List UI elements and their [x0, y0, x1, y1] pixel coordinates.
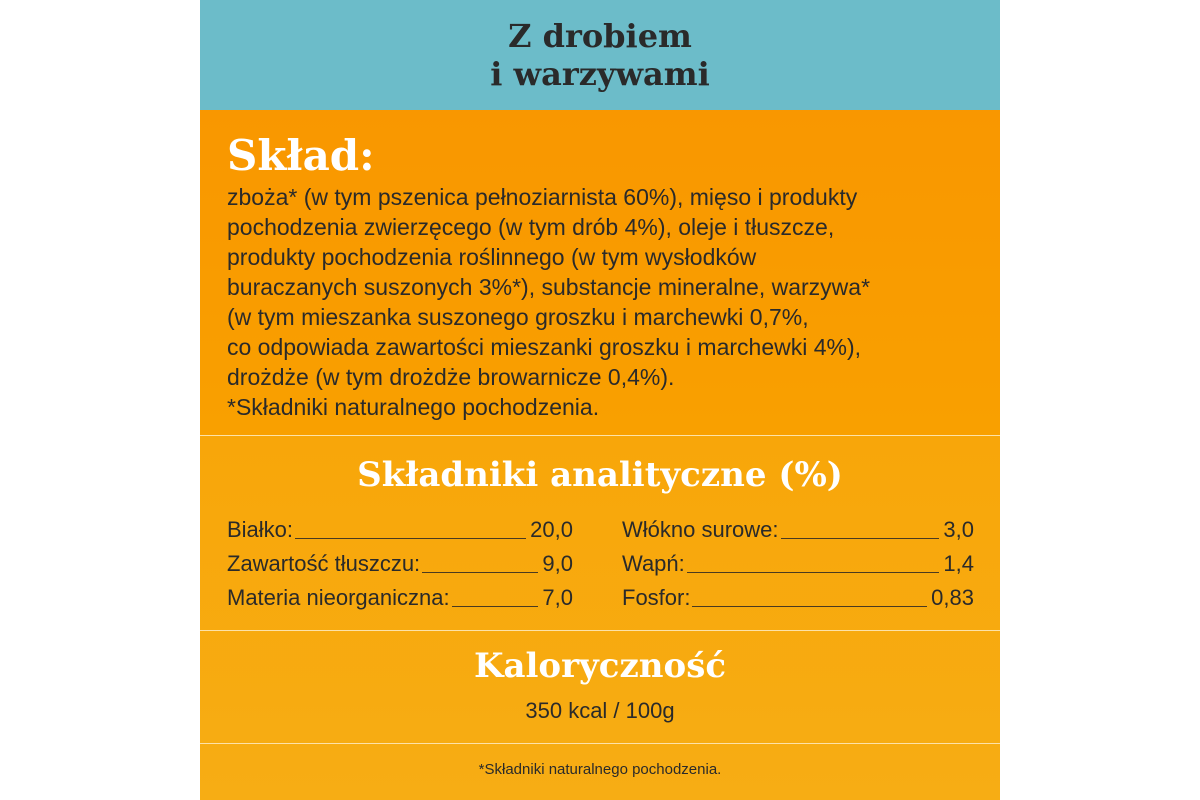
analytic-value: 0,83: [931, 585, 974, 610]
analytic-label: Włókno surowe:: [622, 517, 779, 542]
section-divider: [200, 743, 1000, 744]
leader-line: [422, 572, 538, 573]
composition-section: [200, 110, 1000, 435]
analytic-value: 3,0: [943, 517, 974, 542]
analytic-label: Białko:: [227, 517, 294, 542]
analytic-value: 20,0: [530, 517, 573, 542]
analytic-row-calcium: [622, 550, 974, 578]
composition-text: [227, 182, 987, 422]
leader-line: [692, 606, 927, 607]
analytic-title: Składniki analityczne (%): [357, 455, 843, 495]
energy-section: [200, 631, 1000, 743]
leader-line: [452, 606, 539, 607]
analytic-label: Wapń:: [622, 551, 685, 576]
analytic-row-ash: [227, 584, 573, 612]
footnote: *Składniki naturalnego pochodzenia.: [478, 761, 722, 778]
analytic-label: Materia nieorganiczna:: [227, 585, 450, 610]
analytic-value: 7,0: [542, 585, 573, 610]
composition-line: drożdże (w tym drożdże browarnicze 0,4%).: [227, 364, 675, 390]
composition-line: zboża* (w tym pszenica pełnoziarnista 60%), mięso i produkty: [227, 184, 858, 210]
composition-line: *Składniki naturalnego pochodzenia.: [227, 394, 600, 420]
composition-line: buraczanych suszonych 3%*), substancje mineralne, warzywa*: [227, 274, 871, 300]
composition-line: produkty pochodzenia roślinnego (w tym wysłodków: [227, 244, 757, 270]
composition-line: pochodzenia zwierzęcego (w tym drób 4%), oleje i tłuszcze,: [227, 214, 835, 240]
product-header: [200, 0, 1000, 110]
analytic-section: [200, 436, 1000, 630]
composition-title: Skład:: [227, 131, 375, 180]
analytic-label: Fosfor:: [622, 585, 691, 610]
header-line-1: Z drobiem: [508, 17, 692, 55]
analytic-label: Zawartość tłuszczu:: [227, 551, 421, 576]
composition-line: co odpowiada zawartości mieszanki groszku i marchewki 4%),: [227, 334, 862, 360]
energy-value: 350 kcal / 100g: [525, 698, 675, 723]
energy-title: Kaloryczność: [473, 646, 727, 686]
leader-line: [687, 572, 940, 573]
analytic-value: 9,0: [542, 551, 573, 576]
analytic-row-fat: [227, 550, 573, 578]
leader-line: [781, 538, 940, 539]
analytic-row-protein: [227, 516, 573, 544]
analytic-row-fibre: [622, 516, 974, 544]
leader-line: [295, 538, 526, 539]
composition-line: (w tym mieszanka suszonego groszku i marchewki 0,7%,: [227, 304, 809, 330]
analytic-row-phosphorus: [622, 584, 974, 612]
label-panel: [200, 0, 1000, 800]
header-line-2: i warzywami: [490, 55, 710, 93]
analytic-value: 1,4: [943, 551, 974, 576]
